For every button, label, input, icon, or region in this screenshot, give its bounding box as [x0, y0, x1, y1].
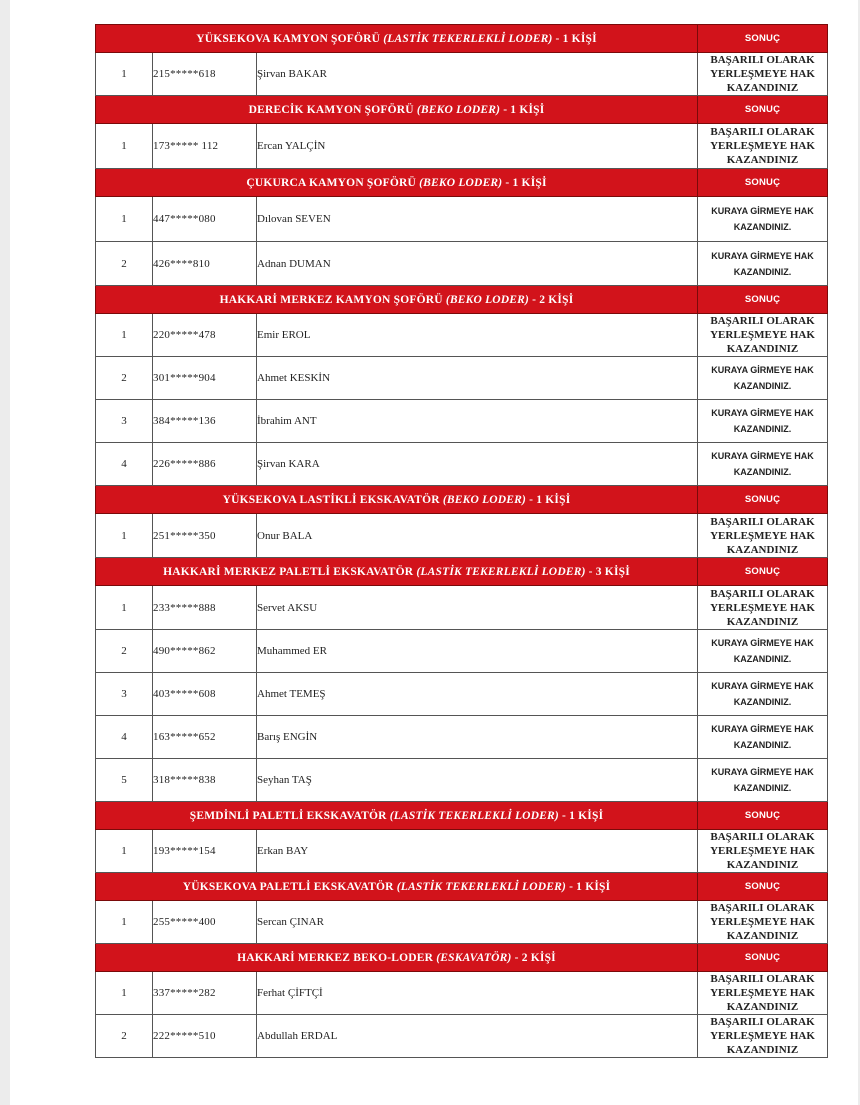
result-text: BAŞARILI OLARAK YERLEŞMEYE HAK KAZANDINIZ [698, 514, 828, 558]
section-title-cell [96, 286, 698, 314]
table-row [96, 673, 828, 716]
section-subtitle: (LASTİK TEKERLEKLİ LODER) [416, 565, 586, 578]
section-header [96, 802, 828, 830]
section-header [96, 486, 828, 514]
row-number: 1 [96, 972, 153, 1015]
section-title-cell [96, 558, 698, 586]
section-subtitle: (LASTİK TEKERLEKLİ LODER) [383, 32, 553, 45]
result-text: BAŞARILI OLARAK YERLEŞMEYE HAK KAZANDINIZ [698, 124, 828, 169]
row-number: 1 [96, 586, 153, 630]
masked-id-number: 226*****886 [153, 443, 257, 486]
table-row [96, 716, 828, 759]
section-quota: - 1 KİŞİ [529, 493, 571, 506]
candidate-name: Dılovan SEVEN [257, 197, 698, 242]
table-row [96, 242, 828, 286]
section-quota: - 1 KİŞİ [505, 176, 547, 189]
row-number: 2 [96, 242, 153, 286]
masked-id-number: 193*****154 [153, 830, 257, 873]
section-subtitle: (LASTİK TEKERLEKLİ LODER) [396, 880, 566, 893]
masked-id-number: 490*****862 [153, 630, 257, 673]
row-number: 5 [96, 759, 153, 802]
section-title-cell [96, 873, 698, 901]
row-number: 2 [96, 1015, 153, 1058]
result-text: KURAYA GİRMEYE HAK KAZANDINIZ. [698, 242, 828, 286]
result-text: KURAYA GİRMEYE HAK KAZANDINIZ. [698, 443, 828, 486]
candidate-name: Şirvan KARA [257, 443, 698, 486]
section-subtitle: (ESKAVATÖR) [436, 951, 512, 964]
result-column-header: SONUÇ [698, 486, 828, 514]
section-title: ŞEMDİNLİ PALETLİ EKSKAVATÖR [189, 809, 387, 822]
candidate-name: Servet AKSU [257, 586, 698, 630]
candidate-name: Emir EROL [257, 314, 698, 357]
candidate-name: Ercan YALÇİN [257, 124, 698, 169]
section-header [96, 286, 828, 314]
masked-id-number: 233*****888 [153, 586, 257, 630]
table-row [96, 124, 828, 169]
section-title: YÜKSEKOVA PALETLİ EKSKAVATÖR [182, 880, 394, 893]
result-text: KURAYA GİRMEYE HAK KAZANDINIZ. [698, 630, 828, 673]
candidate-name: İbrahim ANT [257, 400, 698, 443]
candidate-name: Muhammed ER [257, 630, 698, 673]
candidate-name: Abdullah ERDAL [257, 1015, 698, 1058]
masked-id-number: 215*****618 [153, 53, 257, 96]
section-header [96, 873, 828, 901]
section-header [96, 944, 828, 972]
section-subtitle: (BEKO LODER) [442, 493, 527, 506]
section-quota: - 1 KİŞİ [569, 880, 611, 893]
result-text: KURAYA GİRMEYE HAK KAZANDINIZ. [698, 197, 828, 242]
result-column-header: SONUÇ [698, 169, 828, 197]
section-header [96, 96, 828, 124]
masked-id-number: 251*****350 [153, 514, 257, 558]
row-number: 4 [96, 716, 153, 759]
table-row [96, 586, 828, 630]
row-number: 3 [96, 673, 153, 716]
table-row [96, 443, 828, 486]
result-text: BAŞARILI OLARAK YERLEŞMEYE HAK KAZANDINIZ [698, 972, 828, 1015]
section-quota: - 2 KİŞİ [514, 951, 556, 964]
table-row [96, 357, 828, 400]
result-column-header: SONUÇ [698, 802, 828, 830]
masked-id-number: 173***** 112 [153, 124, 257, 169]
section-quota: - 1 KİŞİ [503, 103, 545, 116]
result-column-header: SONUÇ [698, 286, 828, 314]
result-text: KURAYA GİRMEYE HAK KAZANDINIZ. [698, 759, 828, 802]
result-text: BAŞARILI OLARAK YERLEŞMEYE HAK KAZANDINIZ [698, 586, 828, 630]
row-number: 1 [96, 124, 153, 169]
section-quota: - 2 KİŞİ [532, 293, 574, 306]
masked-id-number: 318*****838 [153, 759, 257, 802]
masked-id-number: 447*****080 [153, 197, 257, 242]
table-row [96, 314, 828, 357]
table-row [96, 972, 828, 1015]
result-text: KURAYA GİRMEYE HAK KAZANDINIZ. [698, 400, 828, 443]
row-number: 1 [96, 830, 153, 873]
result-column-header: SONUÇ [698, 25, 828, 53]
table-row [96, 53, 828, 96]
candidate-name: Adnan DUMAN [257, 242, 698, 286]
candidate-name: Ahmet TEMEŞ [257, 673, 698, 716]
section-quota: - 1 KİŞİ [562, 809, 604, 822]
section-quota: - 3 KİŞİ [588, 565, 630, 578]
row-number: 2 [96, 630, 153, 673]
table-row [96, 830, 828, 873]
row-number: 4 [96, 443, 153, 486]
masked-id-number: 163*****652 [153, 716, 257, 759]
table-row [96, 197, 828, 242]
result-text: KURAYA GİRMEYE HAK KAZANDINIZ. [698, 357, 828, 400]
masked-id-number: 301*****904 [153, 357, 257, 400]
section-subtitle: (LASTİK TEKERLEKLİ LODER) [389, 809, 559, 822]
candidate-name: Şirvan BAKAR [257, 53, 698, 96]
row-number: 1 [96, 901, 153, 944]
result-text: BAŞARILI OLARAK YERLEŞMEYE HAK KAZANDINIZ [698, 901, 828, 944]
result-column-header: SONUÇ [698, 558, 828, 586]
masked-id-number: 403*****608 [153, 673, 257, 716]
table-row [96, 630, 828, 673]
table-row [96, 400, 828, 443]
section-title-cell [96, 802, 698, 830]
row-number: 1 [96, 514, 153, 558]
masked-id-number: 426****810 [153, 242, 257, 286]
row-number: 1 [96, 53, 153, 96]
masked-id-number: 255*****400 [153, 901, 257, 944]
section-title-cell [96, 96, 698, 124]
table-row [96, 759, 828, 802]
masked-id-number: 384*****136 [153, 400, 257, 443]
section-subtitle: (BEKO LODER) [416, 103, 501, 116]
section-subtitle: (BEKO LODER) [445, 293, 530, 306]
section-quota: - 1 KİŞİ [555, 32, 597, 45]
row-number: 1 [96, 314, 153, 357]
table-row [96, 901, 828, 944]
section-subtitle: (BEKO LODER) [419, 176, 503, 189]
candidate-name: Erkan BAY [257, 830, 698, 873]
result-text: BAŞARILI OLARAK YERLEŞMEYE HAK KAZANDINIZ [698, 830, 828, 873]
row-number: 1 [96, 197, 153, 242]
result-text: KURAYA GİRMEYE HAK KAZANDINIZ. [698, 716, 828, 759]
section-header [96, 25, 828, 53]
candidate-name: Seyhan TAŞ [257, 759, 698, 802]
row-number: 2 [96, 357, 153, 400]
candidate-name: Barış ENGİN [257, 716, 698, 759]
table-row [96, 514, 828, 558]
section-title: HAKKARİ MERKEZ KAMYON ŞOFÖRÜ [219, 293, 443, 306]
candidate-name: Sercan ÇINAR [257, 901, 698, 944]
section-header [96, 558, 828, 586]
section-title: DERECİK KAMYON ŞOFÖRÜ [248, 103, 414, 116]
table-row [96, 1015, 828, 1058]
section-title: YÜKSEKOVA KAMYON ŞOFÖRÜ [196, 32, 381, 45]
section-title-cell [96, 486, 698, 514]
result-column-header: SONUÇ [698, 944, 828, 972]
result-text: BAŞARILI OLARAK YERLEŞMEYE HAK KAZANDINIZ [698, 1015, 828, 1058]
candidate-name: Ferhat ÇİFTÇİ [257, 972, 698, 1015]
document-page [10, 0, 858, 1105]
result-column-header: SONUÇ [698, 96, 828, 124]
masked-id-number: 222*****510 [153, 1015, 257, 1058]
section-title: YÜKSEKOVA LASTİKLİ EKSKAVATÖR [222, 493, 440, 506]
candidate-name: Ahmet KESKİN [257, 357, 698, 400]
result-text: KURAYA GİRMEYE HAK KAZANDINIZ. [698, 673, 828, 716]
results-table [95, 24, 828, 1058]
candidate-name: Onur BALA [257, 514, 698, 558]
section-title: HAKKARİ MERKEZ BEKO-LODER [237, 951, 434, 964]
result-column-header: SONUÇ [698, 873, 828, 901]
section-header [96, 169, 828, 197]
section-title-cell [96, 944, 698, 972]
masked-id-number: 220*****478 [153, 314, 257, 357]
section-title-cell [96, 169, 698, 197]
result-text: BAŞARILI OLARAK YERLEŞMEYE HAK KAZANDINIZ [698, 314, 828, 357]
masked-id-number: 337*****282 [153, 972, 257, 1015]
row-number: 3 [96, 400, 153, 443]
section-title: ÇUKURCA KAMYON ŞOFÖRÜ [246, 176, 417, 189]
section-title-cell [96, 25, 698, 53]
section-title: HAKKARİ MERKEZ PALETLİ EKSKAVATÖR [163, 565, 414, 578]
result-text: BAŞARILI OLARAK YERLEŞMEYE HAK KAZANDINIZ [698, 53, 828, 96]
